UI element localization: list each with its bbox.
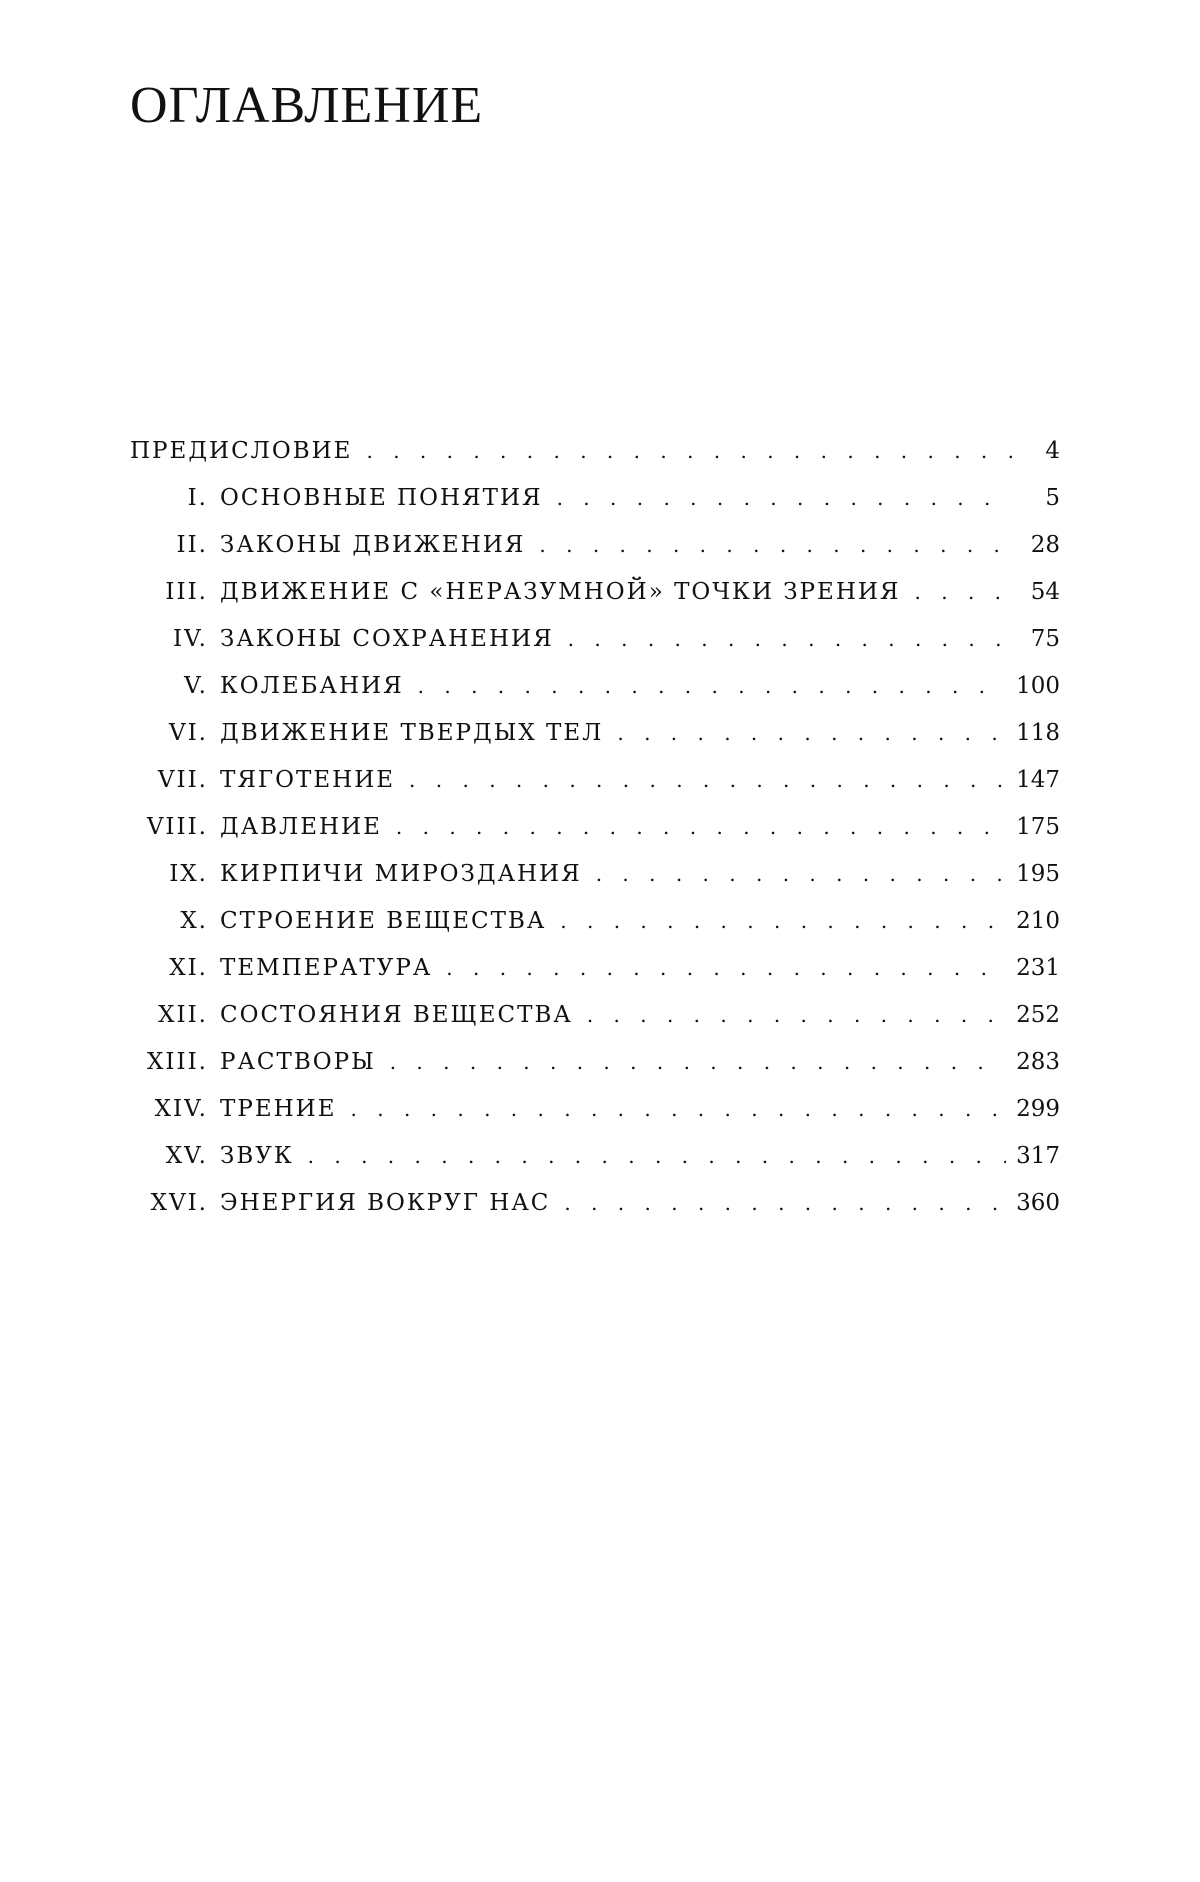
toc-entry-13[interactable]	[130, 1049, 1060, 1096]
toc-entry-title: ДВИЖЕНИЕ ТВЕРДЫХ ТЕЛ	[220, 720, 604, 746]
toc-entry-page: 317	[1016, 1143, 1060, 1169]
toc-entry-1[interactable]	[130, 485, 1060, 532]
toc-entry-title: ДВИЖЕНИЕ С «НЕРАЗУМНОЙ» ТОЧКИ ЗРЕНИЯ	[220, 579, 901, 605]
toc-entry-3[interactable]	[130, 579, 1060, 626]
toc-dot-leader	[539, 533, 1012, 557]
toc-dot-leader	[587, 1003, 1006, 1027]
toc-entry-14[interactable]	[130, 1096, 1060, 1143]
toc-dot-leader	[366, 439, 1012, 463]
toc-entry-title: СТРОЕНИЕ ВЕЩЕСТВА	[220, 908, 547, 934]
toc-entry-page: 4	[1045, 438, 1060, 464]
toc-entry-title: КИРПИЧИ МИРОЗДАНИЯ	[220, 861, 582, 887]
toc-entry-title: ДАВЛЕНИЕ	[220, 814, 382, 840]
toc-entry-page: 210	[1016, 908, 1060, 934]
toc-entry-number: XIV.	[154, 1096, 208, 1122]
toc-entry-number: XIII.	[147, 1049, 208, 1075]
toc-entry-12[interactable]	[130, 1002, 1060, 1049]
toc-entry-title: ТЯГОТЕНИЕ	[220, 767, 396, 793]
toc-entry-number: X.	[180, 908, 208, 934]
toc-entry-number: XII.	[158, 1002, 208, 1028]
toc-entry-title: ОСНОВНЫЕ ПОНЯТИЯ	[220, 485, 543, 511]
page-title: ОГЛАВЛЕНИЕ	[130, 77, 484, 134]
toc-entry-title: ЗВУК	[220, 1143, 294, 1169]
table-of-contents	[130, 438, 1060, 1237]
toc-entry-page: 231	[1016, 955, 1060, 981]
toc-entry-preface[interactable]	[130, 438, 1060, 485]
toc-entry-title: ЭНЕРГИЯ ВОКРУГ НАС	[220, 1190, 551, 1216]
toc-entry-title: РАСТВОРЫ	[220, 1049, 376, 1075]
toc-dot-leader	[564, 1191, 1006, 1215]
toc-dot-leader	[396, 815, 1006, 839]
toc-entry-10[interactable]	[130, 908, 1060, 955]
toc-dot-leader	[568, 627, 1012, 651]
toc-entry-number: XV.	[165, 1143, 208, 1169]
toc-entry-page: 54	[1030, 579, 1060, 605]
toc-entry-number: IV.	[173, 626, 208, 652]
toc-entry-page: 195	[1016, 861, 1060, 887]
toc-entry-number: XVI.	[150, 1190, 208, 1216]
toc-entry-page: 5	[1045, 485, 1060, 511]
toc-entry-15[interactable]	[130, 1143, 1060, 1190]
toc-entry-number: III.	[165, 579, 208, 605]
toc-entry-number: VII.	[157, 767, 208, 793]
toc-dot-leader	[596, 862, 1006, 886]
toc-entry-7[interactable]	[130, 767, 1060, 814]
toc-dot-leader	[560, 909, 1006, 933]
toc-entry-number: VIII.	[146, 814, 208, 840]
toc-dot-leader	[915, 580, 1012, 604]
toc-dot-leader	[557, 486, 1012, 510]
toc-entry-page: 299	[1016, 1096, 1060, 1122]
toc-entry-page: 283	[1016, 1049, 1060, 1075]
toc-entry-title: ТРЕНИЕ	[220, 1096, 337, 1122]
toc-entry-title: ТЕМПЕРАТУРА	[220, 955, 433, 981]
toc-entry-page: 252	[1016, 1002, 1060, 1028]
toc-entry-title: ЗАКОНЫ ДВИЖЕНИЯ	[220, 532, 526, 558]
toc-entry-page: 360	[1016, 1190, 1060, 1216]
toc-entry-title: КОЛЕБАНИЯ	[220, 673, 404, 699]
toc-entry-number: IX.	[169, 861, 208, 887]
toc-entry-title: СОСТОЯНИЯ ВЕЩЕСТВА	[220, 1002, 573, 1028]
toc-entry-title: ЗАКОНЫ СОХРАНЕНИЯ	[220, 626, 554, 652]
toc-dot-leader	[617, 721, 1006, 745]
toc-entry-number: II.	[176, 532, 208, 558]
toc-entry-9[interactable]	[130, 861, 1060, 908]
toc-dot-leader	[418, 674, 1006, 698]
toc-entry-2[interactable]	[130, 532, 1060, 579]
toc-entry-page: 147	[1016, 767, 1060, 793]
toc-dot-leader	[409, 768, 1006, 792]
toc-entry-page: 75	[1030, 626, 1060, 652]
toc-entry-page: 118	[1016, 720, 1060, 746]
toc-entry-number: V.	[184, 673, 208, 699]
toc-entry-page: 100	[1016, 673, 1060, 699]
toc-entry-4[interactable]	[130, 626, 1060, 673]
toc-dot-leader	[308, 1144, 1006, 1168]
toc-entry-16[interactable]	[130, 1190, 1060, 1237]
toc-entry-number: I.	[187, 485, 208, 511]
toc-dot-leader	[446, 956, 1006, 980]
toc-entry-11[interactable]	[130, 955, 1060, 1002]
toc-entry-page: 175	[1016, 814, 1060, 840]
toc-entry-page: 28	[1030, 532, 1060, 558]
toc-entry-title: ПРЕДИСЛОВИЕ	[130, 438, 353, 464]
toc-entry-number: XI.	[169, 955, 208, 981]
toc-entry-5[interactable]	[130, 673, 1060, 720]
toc-dot-leader	[351, 1097, 1007, 1121]
toc-entry-6[interactable]	[130, 720, 1060, 767]
toc-entry-number: VI.	[168, 720, 208, 746]
toc-dot-leader	[390, 1050, 1006, 1074]
toc-entry-8[interactable]	[130, 814, 1060, 861]
